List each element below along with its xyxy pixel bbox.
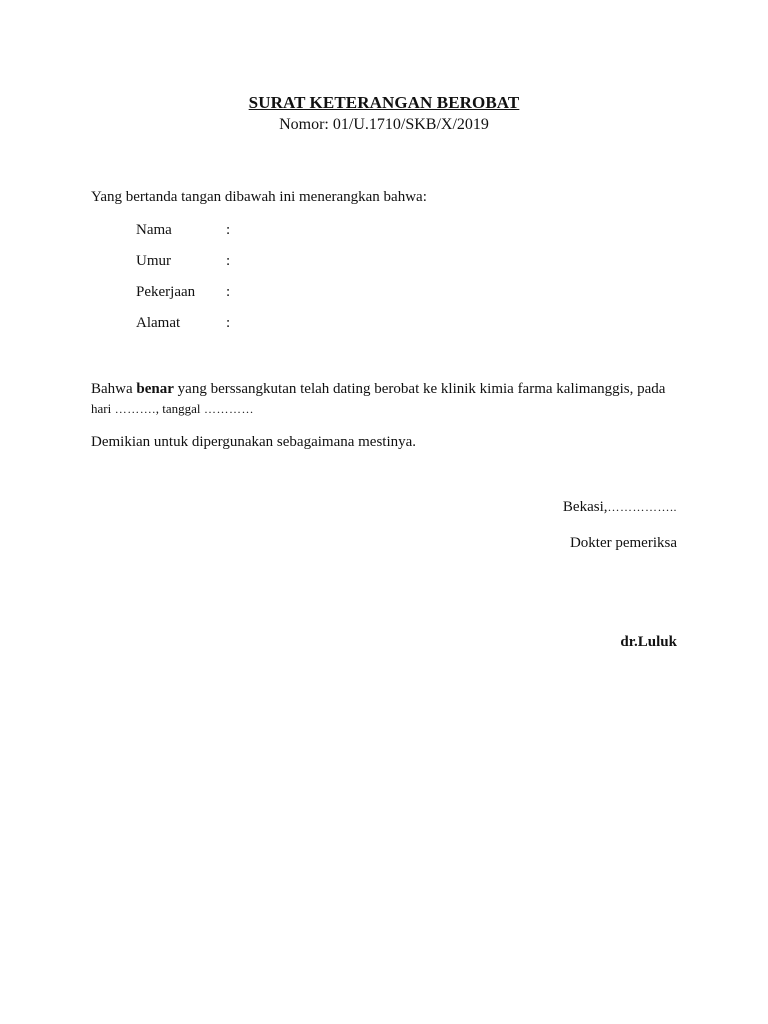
field-label: Alamat (136, 315, 181, 331)
intro-text: Yang bertanda tangan dibawah ini menerangkan bahwa: (91, 189, 427, 205)
signature-name: dr.Luluk (620, 634, 677, 650)
statement-paragraph (91, 379, 691, 419)
field-colon: : (226, 253, 231, 269)
statement-day-dots: ………. (111, 402, 156, 416)
signature-role: Dokter pemeriksa (569, 535, 677, 551)
signature-place-label: Bekasi, (562, 499, 608, 515)
field-row-pekerjaan (136, 284, 238, 315)
letter-title: SURAT KETERANGAN BEROBAT (248, 93, 520, 112)
field-label: Nama (136, 222, 172, 238)
field-row-nama (136, 222, 238, 253)
field-colon: : (226, 222, 231, 238)
patient-fields (136, 222, 238, 346)
field-colon: : (226, 284, 231, 300)
field-label: Pekerjaan (136, 284, 196, 300)
field-label: Umur (136, 253, 171, 269)
statement-emphasis: benar (136, 381, 174, 397)
statement-day-label: hari (91, 401, 112, 416)
signature-place-dots: …………….. (607, 500, 677, 514)
field-row-alamat (136, 315, 238, 346)
statement-date-dots: ………… (200, 402, 254, 416)
signature-place (563, 499, 677, 516)
statement-date-label: , tanggal (155, 401, 201, 416)
letter-number: Nomor: 01/U.1710/SKB/X/2019 (279, 116, 489, 133)
field-colon: : (226, 315, 231, 331)
closing-text: Demikian untuk dipergunakan sebagaimana mestinya. (91, 434, 417, 450)
statement-main: yang berssangkutan telah dating berobat ke klinik kimia farma kalimanggis, pada (173, 381, 666, 397)
statement-prefix: Bahwa (91, 381, 137, 397)
field-row-umur (136, 253, 238, 284)
